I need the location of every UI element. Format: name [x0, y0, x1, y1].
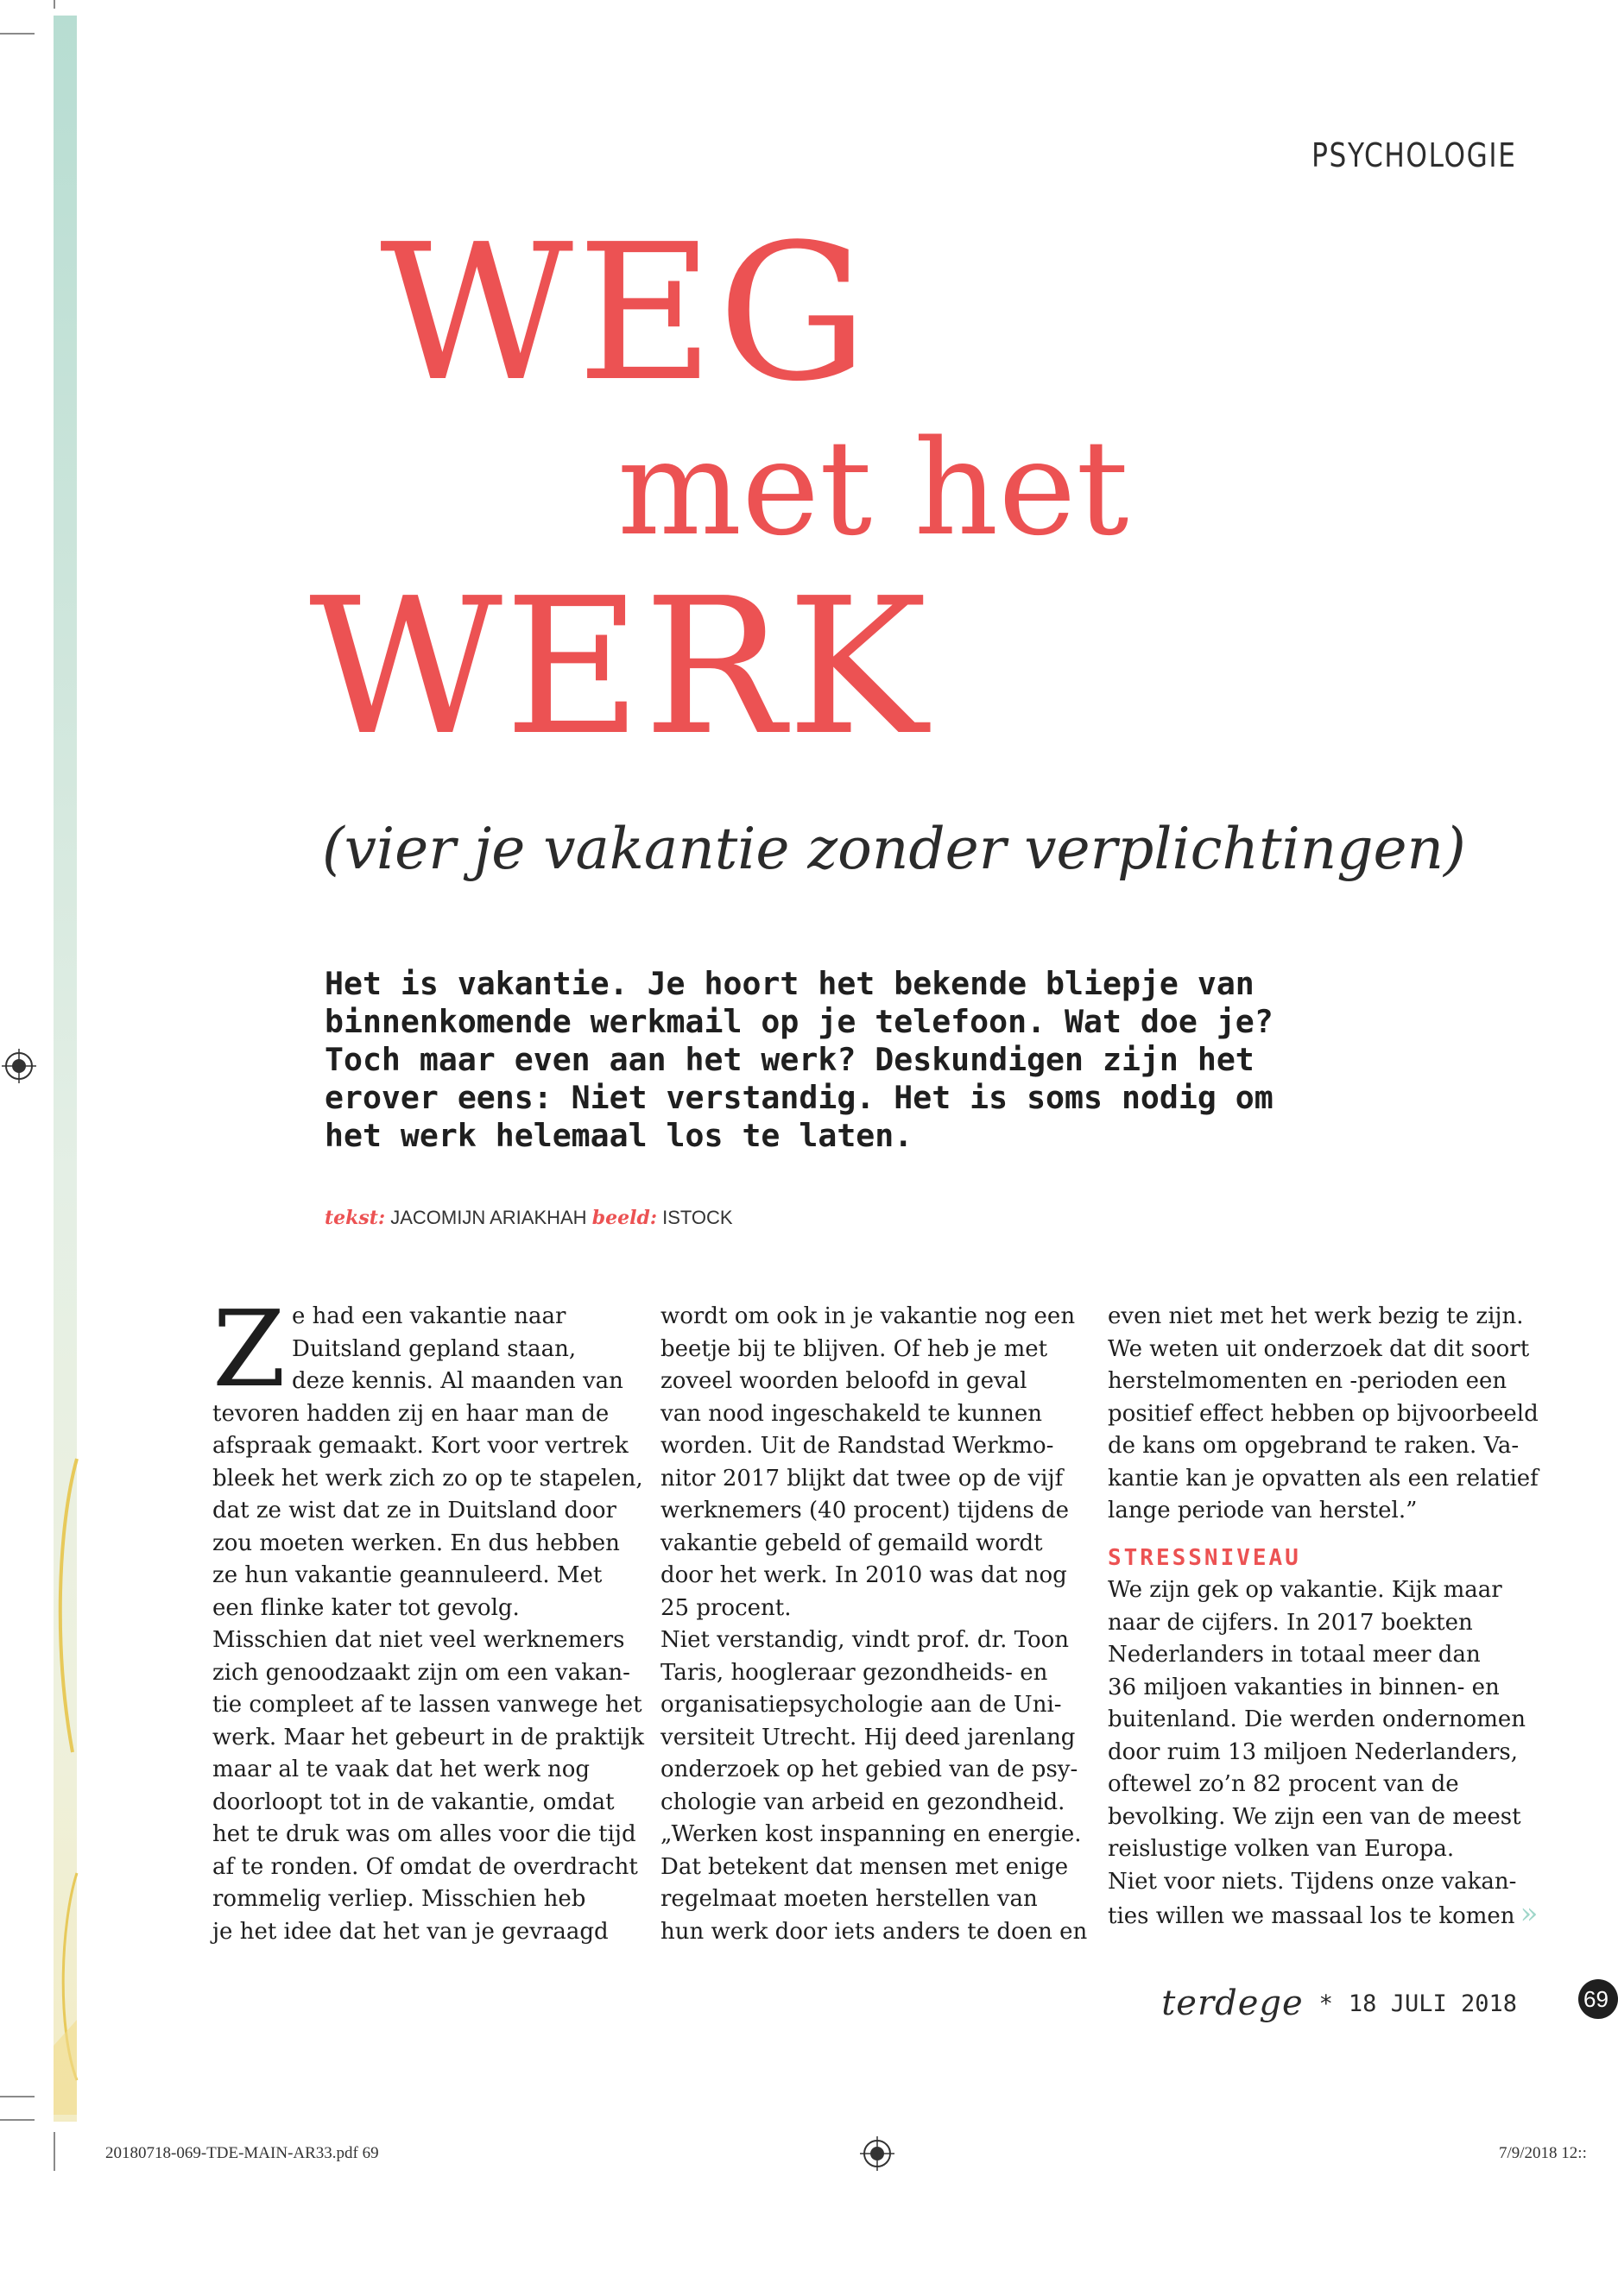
strip-swoosh-graphic: [54, 1424, 77, 2115]
slug-filename: 20180718-069-TDE-MAIN-AR33.pdf 69: [105, 2144, 379, 2162]
body-line: Misschien dat niet veel werknemers: [212, 1627, 625, 1653]
body-line: e had een vakantie naar: [292, 1303, 566, 1329]
body-line: dat ze wist dat ze in Duitsland door: [212, 1498, 616, 1523]
body-line: worden. Uit de Randstad Werkmo-: [660, 1433, 1054, 1459]
body-line: tevoren hadden zij en haar man de: [212, 1400, 610, 1427]
body-line: buitenland. Die werden ondernomen: [1108, 1706, 1526, 1732]
body-line: tie compleet af te lassen vanwege het: [212, 1692, 642, 1718]
body-line: Dat betekent dat mensen met enige: [660, 1853, 1069, 1880]
credits: [325, 1207, 733, 1229]
body-line-text: ties willen we massaal los te komen: [1108, 1903, 1515, 1929]
body-line: Niet voor niets. Tijdens onze vakan-: [1108, 1868, 1517, 1895]
page-number-badge: 69: [1578, 1979, 1618, 2019]
body-line: kantie kan je opvatten als een relatief: [1108, 1465, 1539, 1492]
intro-paragraph: [325, 965, 1300, 1155]
credit-text-label: tekst:: [325, 1207, 386, 1229]
crop-mark: [0, 33, 35, 35]
body-line: deze kennis. Al maanden van: [292, 1368, 623, 1394]
intro-line: Toch maar even aan het werk? Deskundigen zijn het: [325, 1041, 1255, 1078]
crop-mark: [0, 2119, 35, 2121]
body-line: ze hun vakantie geannuleerd. Met: [212, 1562, 603, 1588]
body-line: Niet verstandig, vindt prof. dr. Toon: [660, 1627, 1070, 1653]
crop-mark: [54, 0, 55, 9]
body-line: chologie van arbeid en gezondheid.: [660, 1788, 1065, 1815]
body-line: regelmaat moeten herstellen van: [660, 1886, 1038, 1912]
headline-line-2: met het: [617, 412, 1129, 565]
body-line: reislustige volken van Europa.: [1108, 1836, 1455, 1862]
credit-author: JACOMIJN ARIAKHAH: [390, 1207, 587, 1228]
body-line: onderzoek op het gebied van de psy-: [660, 1757, 1078, 1782]
subtitle: (vier je vakantie zonder verplichtingen): [322, 816, 1466, 882]
body-line: zoveel woorden beloofd in geval: [660, 1368, 1027, 1394]
body-line: een flinke kater tot gevolg.: [212, 1594, 520, 1621]
body-line: wordt om ook in je vakantie nog een: [660, 1303, 1076, 1329]
body-line: nitor 2017 blijkt dat twee op de vijf: [660, 1465, 1064, 1492]
body-line: je het idee dat het van je gevraagd: [212, 1918, 609, 1945]
intro-line: erover eens: Niet verstandig. Het is soms nodig om: [325, 1079, 1274, 1116]
intro-line: Het is vakantie. Je hoort het bekende bliepje van: [325, 965, 1255, 1002]
body-line: We weten uit onderzoek dat dit soort: [1108, 1335, 1530, 1362]
body-line: zich genoodzaakt zijn om een vakan-: [212, 1659, 630, 1686]
body-line: doorloopt tot in de vakantie, omdat: [212, 1788, 615, 1815]
headline-line-3: WERK: [309, 558, 930, 777]
body-line: door ruim 13 miljoen Nederlanders,: [1108, 1738, 1519, 1765]
body-line: zou moeten werken. En dus hebben: [212, 1530, 620, 1556]
intro-line: het werk helemaal los te laten.: [325, 1117, 913, 1154]
body-line: hun werk door iets anders te doen en: [660, 1918, 1088, 1945]
body-line: 25 procent.: [660, 1594, 792, 1621]
body-line: Duitsland gepland staan,: [292, 1335, 577, 1362]
footer-separator: *: [1318, 1990, 1333, 2017]
continue-arrow-icon: »: [1520, 1896, 1539, 1931]
page-footer: [1161, 1984, 1517, 2023]
body-line: bevolking. We zijn een van de meest: [1108, 1803, 1521, 1830]
body-line: afspraak gemaakt. Kort voor vertrek: [212, 1433, 629, 1459]
body-line: even niet met het werk bezig te zijn.: [1108, 1303, 1524, 1329]
drop-cap: Z: [212, 1288, 286, 1410]
print-slug: [0, 2141, 1593, 2167]
intro-line: binnenkomende werkmail op je telefoon. Wat doe je?: [325, 1003, 1274, 1040]
body-line: werk. Maar het gebeurt in de praktijk: [212, 1724, 644, 1750]
crop-mark: [0, 2096, 35, 2097]
body-line: organisatiepsychologie aan de Uni-: [660, 1692, 1062, 1718]
body-line: lange periode van herstel.”: [1108, 1498, 1418, 1523]
body-line: maar al te vaak dat het werk nog: [212, 1757, 591, 1782]
body-line-last: [1108, 1896, 1539, 1933]
body-line: positief effect hebben op bijvoorbeeld: [1108, 1400, 1539, 1427]
body-line: Taris, hoogleraar gezondheids- en: [660, 1659, 1048, 1686]
body-line: rommelig verliep. Misschien heb: [212, 1886, 586, 1912]
body-line: oftewel zo’n 82 procent van de: [1108, 1771, 1459, 1797]
body-column-1: [212, 1288, 644, 1948]
body-line: van nood ingeschakeld te kunnen: [660, 1400, 1042, 1427]
body-line: „Werken kost inspanning en energie.: [660, 1821, 1082, 1847]
slug-timestamp: 7/9/2018 12::: [1499, 2144, 1587, 2162]
headline-line-1: WEG: [380, 205, 872, 423]
body-line: naar de cijfers. In 2017 boekten: [1108, 1609, 1473, 1636]
body-line: bleek het werk zich zo op te stapelen,: [212, 1465, 643, 1492]
credit-image-label: beeld:: [591, 1207, 657, 1229]
body-line: beetje bij te blijven. Of heb je met: [660, 1335, 1048, 1362]
body-line: vakantie gebeld of gemaild wordt: [660, 1530, 1043, 1556]
credit-image-source: ISTOCK: [662, 1207, 733, 1228]
body-column-2: [660, 1301, 1088, 1948]
body-line: versiteit Utrecht. Hij deed jarenlang: [660, 1724, 1076, 1750]
section-label: PSYCHOLOGIE: [1311, 136, 1517, 174]
body-line: Nederlanders in totaal meer dan: [1108, 1642, 1481, 1668]
body-line: werknemers (40 procent) tijdens de: [660, 1498, 1070, 1523]
body-line: de kans om opgebrand te raken. Va-: [1108, 1433, 1520, 1459]
body-line: door het werk. In 2010 was dat nog: [660, 1562, 1067, 1588]
body-line: af te ronden. Of omdat de overdracht: [212, 1853, 638, 1880]
registration-mark-icon: [2, 1049, 36, 1083]
issue-date: 18 JULI 2018: [1348, 1990, 1517, 2017]
body-line: herstelmomenten en -perioden een: [1108, 1368, 1507, 1394]
body-column-3: [1108, 1301, 1539, 1933]
body-line: We zijn gek op vakantie. Kijk maar: [1108, 1577, 1502, 1603]
magazine-brand-logo: terdege: [1161, 1984, 1304, 2023]
body-line: 36 miljoen vakanties in binnen- en: [1108, 1674, 1500, 1700]
section-subhead: STRESSNIVEAU: [1108, 1544, 1301, 1571]
body-line: het te druk was om alles voor die tijd: [212, 1821, 636, 1847]
